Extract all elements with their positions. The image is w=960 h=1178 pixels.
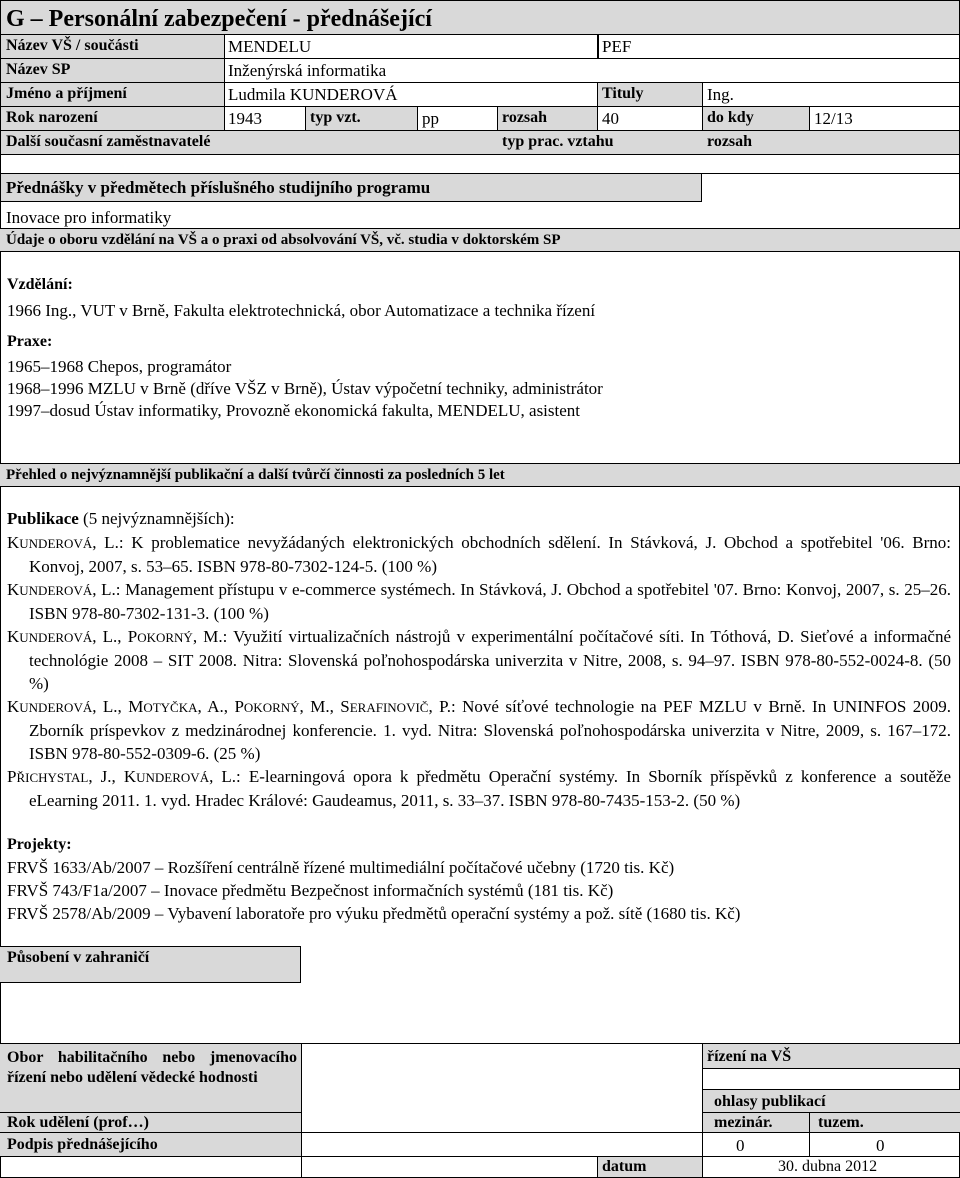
page-title: G – Personální zabezpečení - přednášející <box>6 6 432 32</box>
project-item: FRVŠ 743/F1a/2007 – Inovace předmětu Bezpečnost informačních systémů (181 tis. Kč) <box>7 881 614 900</box>
domestic-label: tuzem. <box>818 1114 864 1131</box>
contract-type-label: typ vzt. <box>310 109 361 126</box>
scope2-label: rozsah <box>707 133 753 150</box>
faculty-value: PEF <box>602 37 632 56</box>
practice-entry: 1968–1996 MZLU v Brně (dříve VŠZ v Brně), Ústav výpočetní techniky, administrátor <box>7 379 603 398</box>
practice-entry: 1965–1968 Chepos, programátor <box>7 357 232 376</box>
until-label: do kdy <box>707 109 754 126</box>
program-value: Inženýrská informatika <box>228 61 387 80</box>
award-year-label: Rok udělení (prof…) <box>7 1114 149 1131</box>
scope2-label-fill <box>809 130 960 154</box>
signature-label: Podpis přednášejícího <box>7 1136 158 1153</box>
other-employers-label: Další současní zaměstnavatelé <box>6 133 211 150</box>
abroad-label: Působení v zahraničí <box>7 949 150 966</box>
publication-item: PŘICHYSTAL, J., KUNDEROVÁ, L.: E-learningová opora k předmětu Operační systémy. In Sborník příspěvků z konference a soutěže eLearning 2011. 1. vyd. Hradec Králové: Gaudeamus, 2011, s. 33–37. ISBN 978-80-7435-153-2. (50 %) <box>7 767 951 810</box>
school-value: MENDELU <box>228 37 312 56</box>
habilitation-label: Obor habilitačního nebo jmenovacího řízení nebo udělení vědecké hodnosti <box>7 1049 297 1086</box>
project-item: FRVŠ 2578/Ab/2009 – Vybavení laboratoře pro výuku předmětů operační systémy a pož. sítě (1680 tis. Kč) <box>7 904 741 923</box>
domestic-value: 0 <box>876 1136 885 1155</box>
contract-type-value: pp <box>422 109 439 128</box>
scope-value: 40 <box>602 109 619 128</box>
publication-item: KUNDEROVÁ, L., MOTYČKA, A., POKORNÝ, M., SERAFINOVIČ, P.: Nové síťové technologie na PEF MZLU v Brně. In UNINFOS 2009. Zborník príspevkov z medzinárodnej konferencie. 1. vyd. Nitra: Slovenská poľnohospodárska univerzita v Nitre, 2009, s. 167–172. ISBN 978-80-552-0309-6. (25 %) <box>7 697 951 763</box>
publications-label <box>7 510 235 527</box>
birth-label: Rok narození <box>6 109 98 126</box>
procedure-label: řízení na VŠ <box>707 1048 792 1065</box>
school-label: Název VŠ / součásti <box>6 37 139 54</box>
publications-heading: Přehled o nejvýznamnější publikační a další tvůrčí činnosti za posledních 5 let <box>6 467 505 483</box>
work-type-label: typ prac. vztahu <box>502 133 614 150</box>
birth-value: 1943 <box>228 109 262 128</box>
education-entry: 1966 Ing., VUT v Brně, Fakulta elektrotechnická, obor Automatizace a technika řízení <box>7 301 596 320</box>
intl-label: mezinár. <box>714 1114 773 1131</box>
projects-label: Projekty: <box>7 836 72 853</box>
titles-value: Ing. <box>707 85 734 104</box>
project-item: FRVŠ 1633/Ab/2007 – Rozšíření centrálně řízené multimediální počítačové učebny (1720 tis. Kč) <box>7 858 675 877</box>
lectures-course: Inovace pro informatiky <box>6 208 172 227</box>
name-label: Jméno a příjmení <box>6 85 127 102</box>
education-label: Vzdělání: <box>7 276 73 293</box>
until-value: 12/13 <box>814 109 853 128</box>
publication-item: KUNDEROVÁ, L.: K problematice nevyžádaných elektronických obchodních sdělení. In Stávková, J. Obchod a spotřebitel '06. Brno: Konvoj, 2007, s. 53–65. ISBN 978-80-7302-124-5. (100 %) <box>7 533 951 576</box>
education-heading: Údaje o oboru vzdělání na VŠ a o praxi od absolvování VŠ, vč. studia v doktorském SP <box>6 232 561 248</box>
scope-label: rozsah <box>502 109 548 126</box>
practice-entry: 1997–dosud Ústav informatiky, Provozně ekonomická fakulta, MENDELU, asistent <box>7 401 581 420</box>
publications-label-bold: Publikace <box>7 509 79 528</box>
name-value: Ludmila KUNDEROVÁ <box>228 85 398 104</box>
lectures-heading: Přednášky v předmětech příslušného studijního programu <box>6 178 431 197</box>
date-label: datum <box>602 1158 647 1175</box>
publication-item: KUNDEROVÁ, L., POKORNÝ, M.: Využití virtualizačních nástrojů v experimentální počítačové síti. In Tóthová, D. Sieťové a informačné technológie 2008 – SIT 2008. Nitra: Slovenská poľnohospodárska univerzita v Nitre, 2008, s. 94–97. ISBN 978-80-552-0024-8. (50 %) <box>7 627 951 693</box>
intl-value: 0 <box>736 1136 745 1155</box>
titles-label: Tituly <box>602 85 644 102</box>
practice-label: Praxe: <box>7 333 53 350</box>
publication-item: KUNDEROVÁ, L.: Management přístupu v e-commerce systémech. In Stávková, J. Obchod a spotřebitel '07. Brno: Konvoj, 2007, s. 25–26. ISBN 978-80-7302-131-3. (100 %) <box>7 580 951 623</box>
employers-label-fill <box>224 130 497 154</box>
publications-list <box>7 531 951 812</box>
citations-label: ohlasy publikací <box>714 1093 826 1110</box>
date-value: 30. dubna 2012 <box>778 1158 878 1175</box>
publications-label-rest: (5 nejvýznamnějších): <box>78 509 235 528</box>
program-label: Název SP <box>6 61 71 78</box>
